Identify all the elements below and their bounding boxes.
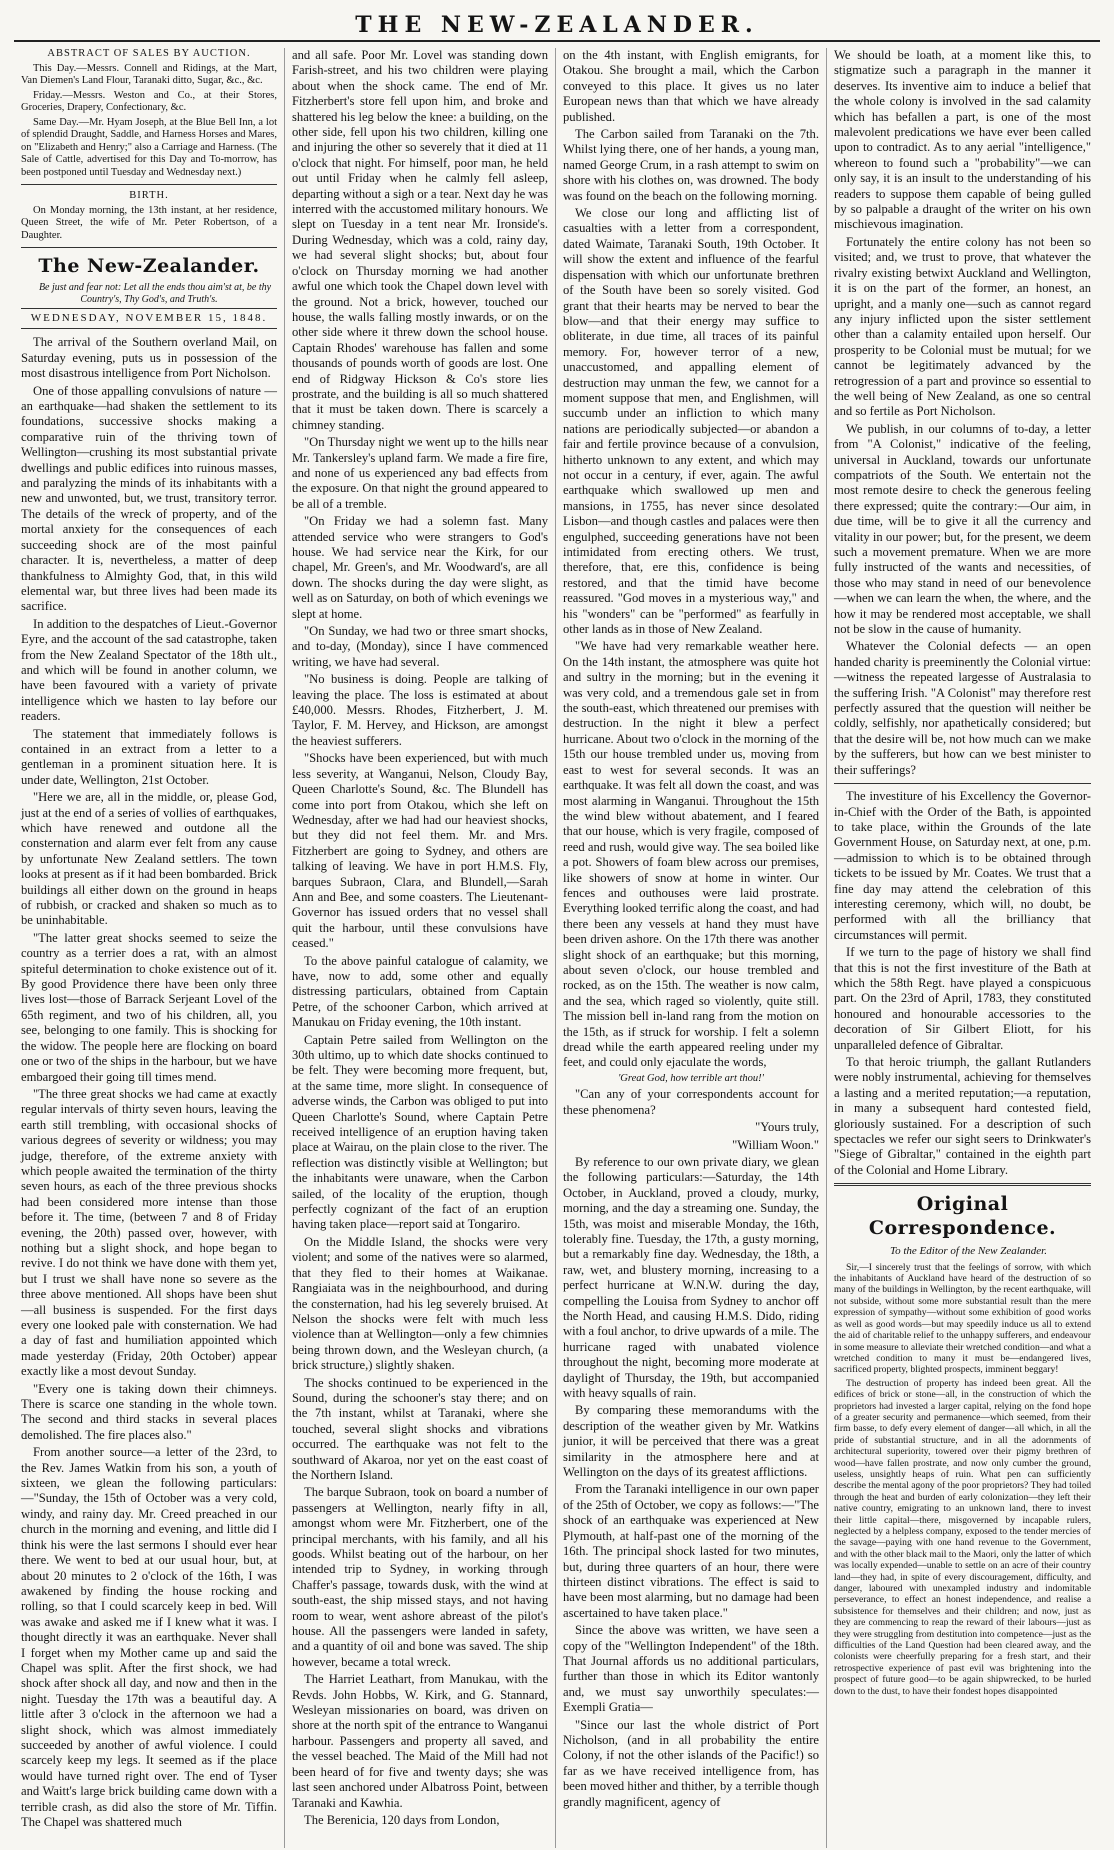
paragraph: In addition to the despatches of Lieut.-Governor Eyre, and the account of the sad catastrophe, taken from the New Zealand Spectator of the 18th ult., and which will be found in another column, we have been favoured with a variety of private intelligence which we hasten to lay before our readers. [21, 616, 277, 724]
paragraph: "On Friday we had a solemn fast. Many attended service who were strangers to God's house. We had service near the Kirk, for our chapel, Mr. Green's, and Mr. Woodward's, are all down. The shocks during the day were slight, as well as on Saturday, on both of which evenings we slept at home. [292, 514, 548, 621]
masthead: THE NEW-ZEALANDER. [14, 8, 1100, 42]
paragraph: The Berenicia, 120 days from London, [304, 1812, 500, 1827]
divider [21, 247, 277, 248]
dateline: WEDNESDAY, NOVEMBER 15, 1848. [21, 308, 277, 329]
paragraph: From the Taranaki intelligence in our own paper of the 25th of October, we copy as follows:—"The shock of an earthquake was experienced at New Plymouth, at half-past one of the morning of the 16th. The principal shock lasted for two minutes, but, during three quarters of an hour, there were thirteen distinct vibrations. The effect is said to have been most alarming, but no damage had been ascertained to have taken place." [563, 1482, 819, 1620]
auction-heading: ABSTRACT OF SALES BY AUCTION. [47, 48, 251, 59]
paragraph: Fortunately the entire colony has not been so visited; and, we trust to prove, that whatever the rivalry existing betwixt Auckland and Wellington, it is on the part of the former, an honest, an upright, and a manly one—such as cannot regard any injury inflicted upon the sister settlement other than a calamity entailed upon herself. Our prosperity to be Colonial must be mutual; for we cannot be legitimately advanced by the retrogression of a part and province so essential to the well being of New Zealand, as one so central and so fertile as Port Nicholson. [834, 234, 1091, 419]
paragraph: "On Thursday night we went up to the hills near Mr. Tankersley's upland farm. We made a fire fire, and none of us experienced any bad effects from the exposure. On that night the ground appeared to be all of a tremble. [292, 435, 548, 511]
paragraph: By comparing these memorandums with the description of the weather given by Mr. Watkins junior, it will be perceived that there was a great similarity in the atmosphere here and at Wellington on the days of its greatest afflictions. [563, 1403, 819, 1480]
paragraph: We should be loath, at a moment like this, to stigmatize such a paragraph in the manner it deserves. Its inventive aim to induce a belief that the whole colony is involved in the sad calamity which has befallen a part, is one of the most malevolent predications we have ever been called upon to contradict. As to any aerial "intelligence," whereon to found such a "probability"—we can only say, it is an insult to the understanding of his readers to suppose them capable of being gulled by so palpable a draught of the writer on his own mischievous imagination. [834, 48, 1091, 232]
paragraph: "The three great shocks we had came at exactly regular intervals of thirty seven hours, leaving the earth still trembling, with occasional shocks of various degrees of severity or wildness; you may judge, therefore, of the extreme anxiety with which people awaited the termination of the thirty seven hours, as each of the three previous shocks had been considered more intense than those before it. The time, (between 7 and 8 of Friday evening, the 20th) passed over, however, with nothing but a slight shock, and hope began to revive. I do not think we have done with them yet, but I trust we shall have none so severe as the three above mentioned. All shops have been shut—all business is suspended. For the first days every one looked pale with consternation. We had a day of fast and humiliation appointed which made yesterday (Friday, 20th October) appear exactly like a most devout Sunday. [21, 1086, 277, 1379]
paragraph: "No business is doing. People are talking of leaving the place. The loss is estimated at about £40,000. Messrs. Rhodes, Fitzherbert, J. M. Taylor, F. M. Hervey, and Hickson, are amongst the heaviest sufferers. [292, 672, 548, 748]
paragraph: The barque Subraon, took on board a number of passengers at Wellington, nearly fifty in all, amongst whom were Mr. Fitzherbert, one of the principal merchants, with his family, and all his goods. Whilst beating out of the harbour, on her intended trip to Sydney, in working through Chaffer's passage, towards dusk, with the wind at south-east, the ship missed stays, and not having room to wear, went ashore abreast of the pilot's house. All the passengers were landed in safety, and a quantity of oil and bone was saved. The ship however, became a total wreck. [292, 1485, 548, 1669]
article-earthquake [21, 335, 277, 1830]
divider [834, 1183, 1091, 1186]
auction-item: Friday.—Messrs. Weston and Co., at their Stores, Groceries, Drapery, Confectionary, &c. [21, 89, 277, 113]
paragraph: Since the above was written, we have seen a copy of the "Wellington Independent" of the 18th. That Journal affords us no additional particulars, further than those in which its Editor wantonly and, we must say unworthily speculates:—Exempli Gratia— [563, 1623, 819, 1715]
paragraph: From another source—a letter of the 23rd, to the Rev. James Watkin from his son, a youth of sixteen, we glean the following particulars:—"Sunday, the 15th of October was a very cold, windy, and rainy day. Mr. Creed preached in our church in the morning and evening, and little did I think his were the last sermons I should ever hear there. We went to bed at our usual hour, but, at about 20 minutes to 2 o'clock of the 16th, I was awakened by finding the house rocking and rolling, so that I could scarcely keep in bed. Will was awake and asked me if I knew what it was. I thought directly it was an earthquake. Never shall I forget when my Mother came up and said the Chapel was split. After the first shock, we had shock after shock all day, and now and then in the night. Tuesday the 17th was a beautiful day. A little after 3 o'clock in the afternoon we had a slight shock, which was almost immediately succeeded by another of awful violence. I could scarcely keep my legs. It seemed as if the place would have turned right over. The end of Tyser and Waitt's large brick building came down with a terrible crash, as did also the store of Mr. Tiffin. The Chapel was shattered much [21, 1445, 277, 1829]
quotation: 'Great God, how terrible art thou!' [618, 1072, 764, 1084]
column-2 [285, 48, 556, 1848]
motto: Be just and fear not: Let all the ends thou aim'st at, be thy Country's, Thy God's, and Truth's. [38, 282, 272, 305]
paragraph: One of those appalling convulsions of nature —an earthquake—had shaken the settlement to its foundations, successive shocks making a comparative ruin of the thriving town of Wellington—crushing its most substantial private dwellings and public edifices into ruinous masses, and paralyzing the minds of its inhabitants with a new and unwonted, but, we trust, transitory terror. The details of the wreck of property, and of the mortal anxiety for the consequences of each succeeding shock are of the most painful character. It is, nevertheless, a matter of deep thankfulness to Almighty God, that, in this wild elemental war, but three lives had been made its sacrifice. [21, 383, 277, 614]
paragraph: "The latter great shocks seemed to seize the country as a terrier does a rat, with an almost spiteful determination to choke existence out of it. By good Providence there have been only three lives lost—those of Barrack Serjeant Lovel of the 65th regiment, and two of his children, all, you see, belonging to one family. This is shocking for the widow. The people here are flocking on board one or two of the ships in the harbour, but we have embargoed their going till times mend. [21, 930, 277, 1084]
paragraph: "We have had very remarkable weather here. On the 14th instant, the atmosphere was quite hot and sultry in the morning; but in the evening it was very cold, and a tremendous gale set in from the south-east, which threatened our premises with destruction. In the night it blew a perfect hurricane. About two o'clock in the morning of the 15th our house trembled under us, moving from east to west for several seconds. It was an earthquake. It was felt all down the coast, and was most alarming in Wanganui. Throughout the 15th the wind blew without abatement, and I feared that our house, which is very fragile, composed of reed and rush, would give way. The sea boiled like a pot. Showers of foam blew across our premises, like showers of snow at home in winter. Our fences and outhouses were laid prostrate. Everything looked terrific along the coast, and had there been any vessels at hand they must have been driven ashore. On the 17th there was another slight shock of an earthquake; but this morning, about seven o'clock, our house trembled and rocked, as on the 15th. The weather is now calm, and the sea, which raged so violently, quite still. The mission bell in-land rang from the motion on the 15th, as if struck for worship. I felt a solemn dread while the earth appeared reeling under my feet, and could only ejaculate the words, [563, 639, 819, 1070]
paragraph: To that heroic triumph, the gallant Rutlanders were nobly instrumental, achieving for themselves a lasting and a merited reputation;—a reputation, in many a subsequent hard contested field, gloriously sustained. For a description of such spectacles we refer our sight seers to Drinkwater's "Siege of Gibraltar," contained in the eighth part of the Colonial and Home Library. [834, 1055, 1091, 1177]
paragraph: The shocks continued to be experienced in the Sound, during the schooner's stay there; and on the 7th instant, whilst at Taranaki, where she touched, several slight shocks and vibrations occurred. The earthquake was not felt to the southward of Akaroa, nor yet on the east coast of the Northern Island. [292, 1375, 548, 1482]
paragraph: and all safe. Poor Mr. Lovel was standing down Farish-street, and his two children were playing about when the shock came. The end of Mr. Fitzherbert's store fell upon him, and broke and shattered his leg below the knee: a building, on the other side, fell upon his two children, killing one and injuring the other so severely that it died at 11 o'clock that night. For himself, poor man, he held out until Friday when he calmly fell asleep, departing without a sigh or a tear. Next day he was interred with the accustomed military honours. We slept on Tuesday in a tent near Mr. Ironside's. During Wednesday, which was a cold, rainy day, we had several slight shocks; but, about four o'clock on Thursday morning we had another awful one which took the Chapel down level with the ground. Not a brick, however, touched our house, the walls falling mostly inwards, or on the other side where it threw down the school house. Captain Rhodes' warehouse has fallen and some thousands of pounds worth of goods are lost. One end of Ridgway Hickson & Co's store lies prostrate, and the building is all so much shattered that it must be taken down. There is scarcely a chimney standing. [292, 48, 549, 432]
paragraph: The statement that immediately follows is contained in an extract from a letter to a gentleman in a prominent situation here. It is under date, Wellington, 21st October. [21, 726, 277, 787]
divider [21, 184, 277, 185]
paragraph: "Every one is taking down their chimneys. There is scarce one standing in the whole town. The second and third stacks in several places demolished. The fire places also." [21, 1381, 277, 1442]
paragraph: Captain Petre sailed from Wellington on the 30th ultimo, up to which date shocks continued to be felt. They were becoming more frequent, but, at the same time, more slight. In consequence of adverse winds, the Carbon was obliged to put into Queen Charlotte's Sound, where Captain Petre received intelligence of an eruption having taken place at Wairau, on the plain close to the river. The reflection was distinctly visible at Wellington; but the inhabitants were unaware, when the Carbon sailed, of the locality of the eruption, though perfectly cognizant of the fact of an eruption having taken place—report said at Tongariro. [292, 1032, 548, 1232]
paragraph: "Here we are, all in the middle, or, please God, just at the end of a series of vollies of earthquakes, which have renewed and outdone all the consternation and alarm ever felt from any cause by unfortunate New Zealand settlers. The town looks at present as if it had been bombarded. Brick buildings all either down on the ground in heaps of rubbish, or cracked and shaken so much as to be uninhabitable. [21, 790, 278, 928]
column-4 [827, 48, 1098, 1848]
auction-list [21, 63, 277, 180]
signoff: "Yours truly, [755, 1120, 819, 1135]
divider [834, 783, 1091, 784]
column-1 [14, 48, 285, 1848]
auction-item: This Day.—Messrs. Connell and Ridings, at the Mart, Van Diemen's Land Flour, Taranaki ditto, Sugar, &c., &c. [21, 62, 277, 86]
section-heading: Original Correspondence. [868, 1193, 1057, 1240]
signature: "William Woon." [732, 1137, 819, 1152]
column-3 [556, 48, 827, 1848]
paragraph: on the 4th instant, with English emigrants, for Otakou. She brought a mail, which the Carbon conveyed to this place. It gives us no later European news than that which we have already published. [563, 48, 819, 124]
paragraph: On the Middle Island, the shocks were very violent; and some of the natives were so alarmed, that they fled to their homes at Waikanae. Rangiaiata was in the neighbourhood, and during the consternation, had his leg severely bruised. At Nelson the shocks were felt with much less violence than at Wellington—only a few chimnies being thrown down, and the Wesleyan church, (a brick structure,) slightly shaken. [292, 1234, 548, 1373]
letter-paragraph: The destruction of property has indeed been great. All the edifices of brick or stone—all, in the construction of which the proprietors had invested a larger capital, relying on the fond hope of a greater security and permanence—which seemed, from their firm basse, to defy every element of danger—all which, in all the pride of substantial structure, and in all the adornments of architectural superiority, towered over their pigmy brethren of wood—have fallen prostrate, and now only cumber the ground, useless, unsightly heaps of ruin. What pen can sufficiently describe the mental agony of the poor proprietors? They had toiled through the heat and burden of early colonization—they left their native country, emigrating to an unknown land, there to invest their little capital—there, misgoverned by incapable rulers, neglected by a helpless company, exposed to the tender mercies of the savage—paying with one hand revenue to the Government, and with the other black mail to the Maori, only the latter of which was locally expended—unable to settle on an acre of their country land—they had, in spite of every discouragement, difficulty, and danger, laboured with unexampled industry and indomitable perseverance, to effect an honest independence, and realise a subsistence for themselves and their children; and now, just as they are commencing to reap the reward of their labours—just as they were struggling from destitution into competence—just as the difficulties of the Land Question had been cleared away, and the colonists were cheerfully preparing for a fresh start, and their retrospective experience of past evil was brightening into the prospect of future good—to be again shipwrecked, to be hurled down to the dust, to have their fondest hopes disappointed [834, 1377, 1091, 1697]
paragraph: "Since our last the whole district of Port Nicholson, (and in all probability the entire Colony, if not the other islands of the Pacific!) so far as we have received intelligence from, has been moved hither and thither, by a terrible though grandly magnificent, agency of [563, 1717, 819, 1809]
paragraph: The arrival of the Southern overland Mail, on Saturday evening, puts us in possession of the most disastrous intelligence from Port Nicholson. [21, 335, 277, 381]
paragraph: If we turn to the page of history we shall find that this is not the first investiture of the Bath at which the 58th Regt. have played a conspicuous part. On the 23rd of April, 1783, they constituted honoured and honourable accessories to the decoration of Sir Gilbert Eliott, for his unparalleled defence of Gibraltar. [834, 945, 1091, 1052]
paragraph: "Can any of your correspondents account for these phenomena? [563, 1087, 819, 1117]
salutation-heading: To the Editor of the New Zealander. [890, 1245, 1047, 1258]
paragraph: We publish, in our columns of to-day, a letter from "A Colonist," indicative of the feeling, universal in Auckland, towards our unfortunate compatriots of the South. We entertain not the most remote desire to check the generous feeling there expressed; quite the contrary:—Our aim, in due time, will be to give it all the currency and vitality in our power; but, for the present, we deem such a movement premature. When we are more fully instructed of the wants and necessities, of those who may stand in need of our benevolence—when we can learn the when, the where, and the how it may be rendered most acceptable, we shall not be slow in the cause of humanity. [834, 421, 1091, 637]
auction-item: Same Day.—Mr. Hyam Joseph, at the Blue Bell Inn, a lot of splendid Draught, Saddle, and Harness Horses and Mares, on "Elizabeth and Henry;" also a Carriage and Harness. (The Sale of Cattle, advertised for this Day and To-morrow, has been postponed until Tuesday and Wednesday next.) [21, 116, 277, 178]
paragraph: By reference to our own private diary, we glean the following particulars:—Saturday, the 14th October, in Auckland, proved a cloudy, murky, morning, and the day a streaming one. Sunday, the 15th, was moist and miserable Monday, the 16th, tolerably fine. Tuesday, the 17th, a gusty morning, but a remarkably fine day. Wednesday, the 18th, a raw, wet, and blustery morning, increasing to a perfect hurricane at W.N.W. during the day, compelling the Louisa from Sydney to anchor off the North Head, and causing H.M.S. Dido, riding with a foul anchor, to drive upwards of a mile. The hurricane raged with unabated violence throughout the night, becoming more moderate at daylight of Thursday, the 19th, but accompanied with heavy squalls of rain. [563, 1154, 819, 1401]
paragraph: The investiture of his Excellency the Governor-in-Chief with the Order of the Bath, is appointed to take place, within the Grounds of the late Government House, on Saturday next, at one, p.m.—admission to which is to be obtained through tickets to be issued by Mr. Coates. We trust that a fine day may attend the celebration of this interesting ceremony, which will, no doubt, be performed with all the brilliancy that circumstances will permit. [834, 789, 1091, 942]
paragraph: To the above painful catalogue of calamity, we have, now to add, some other and equally distressing particulars, obtained from Captain Petre, of the schooner Carbon, which arrived at Manukau on Friday evening, the 10th instant. [292, 953, 548, 1030]
birth-heading: BIRTH. [129, 190, 169, 201]
paragraph: The Carbon sailed from Taranaki on the 7th. Whilst lying there, one of her hands, a young man, named George Crum, in a rash attempt to swim on shore with his clothes on, was drowned. The body was found on the beach on the following morning. [563, 127, 819, 203]
birth-notice: On Monday morning, the 13th instant, at her residence, Queen Street, the wife of Mr. Peter Robertson, of a Daughter. [21, 204, 277, 241]
paragraph: We close our long and afflicting list of casualties with a letter from a correspondent, dated Waimate, Taranaki South, 19th October. It will show the extent and influence of the fearful dispensation with which our unfortunate brethren of the South have been so sorely visited. God grant that their hearts may be nerved to bear the blow—and that their energy may suffice to obliterate, in due time, all traces of its painful memory. For, however terror of a new, unaccustomed, and appalling element of destruction may unman the few, we cannot for a moment suppose that men, and Englishmen, will succumb under an infliction to which many nations are periodically subjected—or abandon a fair and fertile province because of a convulsion, hitherto unknown to any extent, and which may not occur in a century, if ever, again. The awful earthquake which swallowed up men and mansions, in 1755, has never since desolated Lisbon—and though castles and palaces were then engulphed, succeeding generations have not been intimidated from erecting others. We trust, therefore, that, ere this, confidence is being restored, and that the timid have become reassured. "God moves in a mysterious way," and his "wonders" can be "performed" as fearfully in other lands as in those of New Zealand. [563, 206, 819, 637]
paragraph: Whatever the Colonial defects — an open handed charity is preeminently the Colonial virtue:—witness the repeated largesse of Australasia to the suffering Irish. "A Colonist" may therefore rest perfectly assured that the question will neither be coldly, selfishly, nor apathetically considered; but that the desire will be, not how much can we make by the sufferers, but how can we best minister to their sufferings? [834, 639, 1091, 777]
paragraph: "Shocks have been experienced, but with much less severity, at Wanganui, Nelson, Cloudy Bay, Queen Charlotte's Sound, &c. The Blundell has come into port from Otakou, which she left on Wednesday, after we had had our heaviest shocks, but they did not feel them. Mr. and Mrs. Fitzherbert are going to Sydney, and others are talking of leaving. We have in port H.M.S. Fly, barques Subraon, Clara, and Blundell,—Sarah Ann and Bee, and some coasters. The Lieutenant-Governor has issued orders that no vessel shall quit the harbour, until these convulsions have ceased." [292, 751, 548, 951]
paper-title: The New-Zealander. [38, 255, 260, 277]
paragraph: The Harriet Leathart, from Manukau, with the Revds. John Hobbs, W. Kirk, and G. Stannard, Wesleyan missionaries on board, was driven on shore at the north spit of the entrance to Wanganui harbour. Passengers and property all saved, and the vessel beached. The Maid of the Mill had not been heard of for five and twenty days; she was last seen anchored under Albatross Point, between Taranaki and Kawhia. [292, 1672, 548, 1810]
columns [14, 48, 1100, 1848]
paragraph: "On Sunday, we had two or three smart shocks, and to-day, (Monday), since I have commenced writing, we have had several. [292, 624, 548, 669]
letter-paragraph: Sir,—I sincerely trust that the feelings of sorrow, with which the inhabitants of Auckland have heard of the destruction of so many of the buildings in Wellington, by the recent earthquake, will not subside, without some more substantial result than the mere expression of sympathy—without some exhibition of good works as well as good words—but may speedily induce us all to extend the aid of charitable relief to the unhappy sufferers, and endeavour in some measure to alleviate their wretched condition—and what a wretched condition to many it must be—endangered lives, sacrificed property, blighted prospects, imminent beggary! [834, 1261, 1091, 1376]
